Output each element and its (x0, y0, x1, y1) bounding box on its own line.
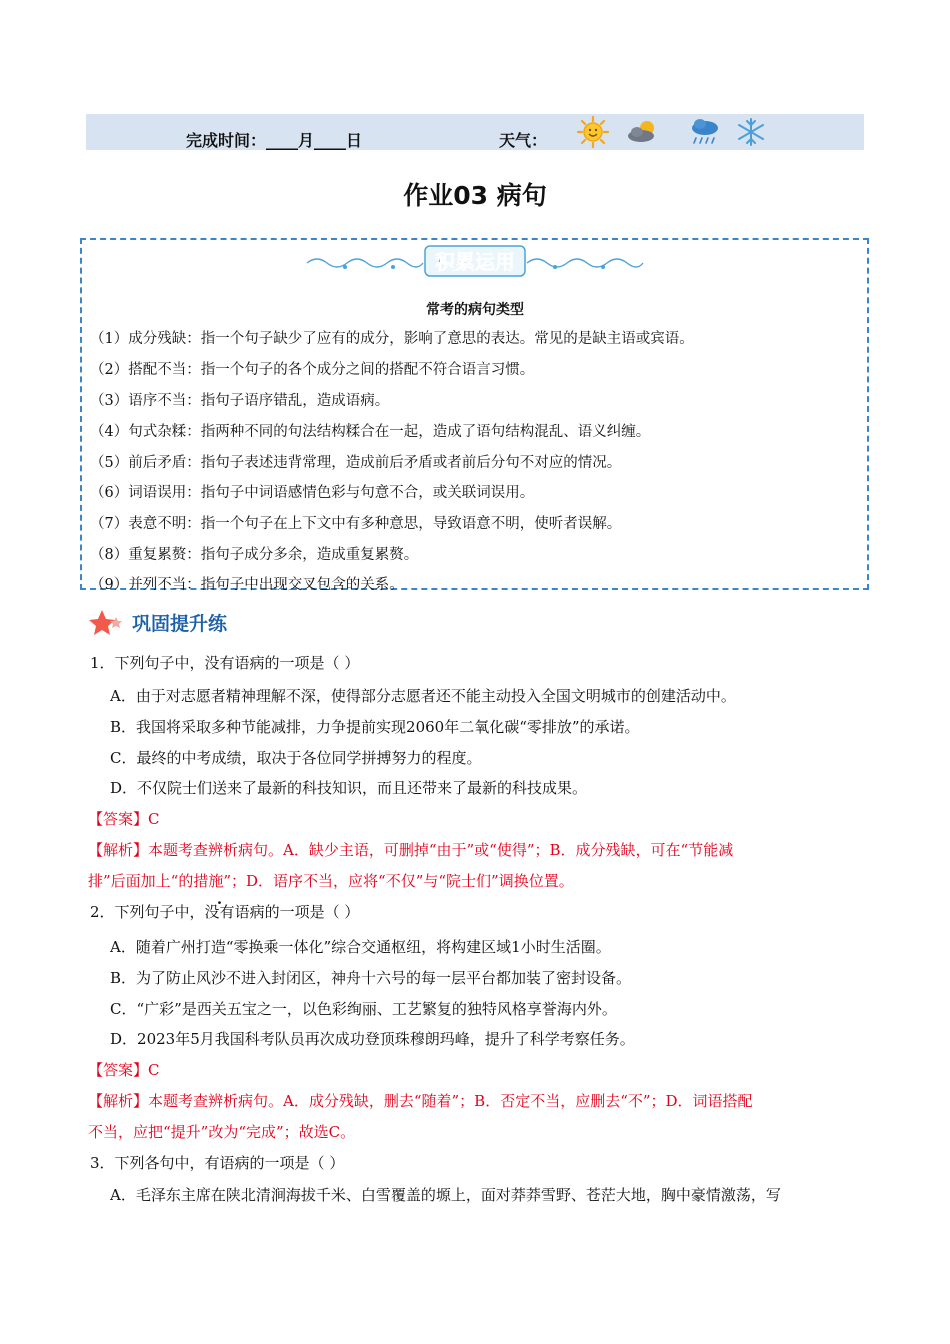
emphasized-word: 没有 (204, 903, 235, 921)
question-option: A．随着广州打造“零换乘一体化”综合交通枢纽，将构建区域1小时生活圈。 (110, 938, 611, 956)
question-option: A．毛泽东主席在陕北清涧海拔千米、白雪覆盖的塬上，面对莽莽雪野、苍茫大地，胸中豪情激荡，写 (110, 1186, 781, 1204)
sun-icon (576, 116, 610, 148)
accumulate-banner (305, 243, 645, 279)
knowledge-box (80, 238, 869, 590)
stem-text: 2．下列句子中， (90, 903, 205, 921)
header-bar (86, 114, 864, 150)
question-stem: 3．下列各句中，有语病的一项是（ ） (90, 1154, 345, 1172)
error-type-item: （8）重复累赘：指句子成分多余，造成重复累赘。 (90, 547, 419, 563)
question-option: D．2023年5月我国科考队员再次成功登顶珠穆朗玛峰，提升了科学考察任务。 (110, 1030, 635, 1048)
answer-line: 【答案】C (88, 810, 160, 828)
error-type-item: （6）词语误用：指句子中词语感情色彩与句意不合，或关联词误用。 (90, 485, 535, 501)
question-stem: 1．下列句子中，没有语病的一项是（ ） (90, 654, 360, 672)
analysis-line: 排”后面加上“的措施”；D．语序不当，应将“不仅”与“院士们”调换位置。 (88, 872, 574, 890)
analysis-line: 【解析】本题考查辨析病句。A．成分残缺，删去“随着”；B．否定不当，应删去“不”；D．词语搭配 (88, 1092, 753, 1110)
banner-label: 积累运用 (435, 250, 515, 274)
partly-cloudy-icon (626, 116, 660, 148)
question-option: A．由于对志愿者精神理解不深，使得部分志愿者还不能主动投入全国文明城市的创建活动中。 (110, 687, 736, 705)
error-type-item: （7）表意不明：指一个句子在上下文中有多种意思，导致语意不明，使听者误解。 (90, 516, 622, 532)
error-type-item: （2）搭配不当：指一个句子的各个成分之间的搭配不符合语言习惯。 (90, 362, 535, 378)
answer-line: 【答案】C (88, 1061, 160, 1079)
question-stem (90, 901, 359, 922)
star-icon (88, 609, 126, 637)
rain-cloud-icon (688, 116, 722, 148)
error-type-item: （1）成分残缺：指一个句子缺少了应有的成分，影响了意思的表达。常见的是缺主语或宾语。 (90, 331, 694, 347)
question-option: C．“广彩”是西关五宝之一，以色彩绚丽、工艺繁复的独特风格享誉海内外。 (110, 1000, 617, 1018)
weather-label: 天气： (499, 131, 548, 150)
section-label: 巩固提升练 (132, 613, 228, 635)
analysis-line: 【解析】本题考查辨析病句。A．缺少主语，可删掉“由于”或“使得”；B．成分残缺，可在“节能减 (88, 841, 734, 859)
snowflake-icon (734, 116, 768, 148)
question-option: C．最终的中考成绩，取决于各位同学拼搏努力的程度。 (110, 749, 482, 767)
question-option: B．我国将采取多种节能减排，力争提前实现2060年二氧化碳“零排放”的承诺。 (110, 718, 640, 736)
analysis-line: 不当，应把“提升”改为“完成”；故选C。 (88, 1123, 356, 1141)
completion-time-label: 完成时间：____月____日 (186, 131, 363, 150)
question-option: B．为了防止风沙不进入封闭区，神舟十六号的每一层平台都加装了密封设备。 (110, 969, 632, 987)
stem-text: 语病的一项是（ ） (234, 903, 360, 921)
error-type-item: （9）并列不当：指句子中出现交叉包含的关系。 (90, 577, 404, 593)
error-type-item: （3）语序不当：指句子语序错乱，造成语病。 (90, 393, 390, 409)
error-type-item: （4）句式杂糅：指两种不同的句法结构糅合在一起，造成了语句结构混乱、语义纠缠。 (90, 424, 651, 440)
question-option: D．不仅院士们送来了最新的科技知识，而且还带来了最新的科技成果。 (110, 779, 588, 797)
error-type-item: （5）前后矛盾：指句子表述违背常理，造成前后矛盾或者前后分句不对应的情况。 (90, 455, 622, 471)
page-title: 作业03 病句 (403, 181, 547, 210)
box-heading: 常考的病句类型 (426, 302, 524, 318)
section-header (88, 605, 278, 639)
